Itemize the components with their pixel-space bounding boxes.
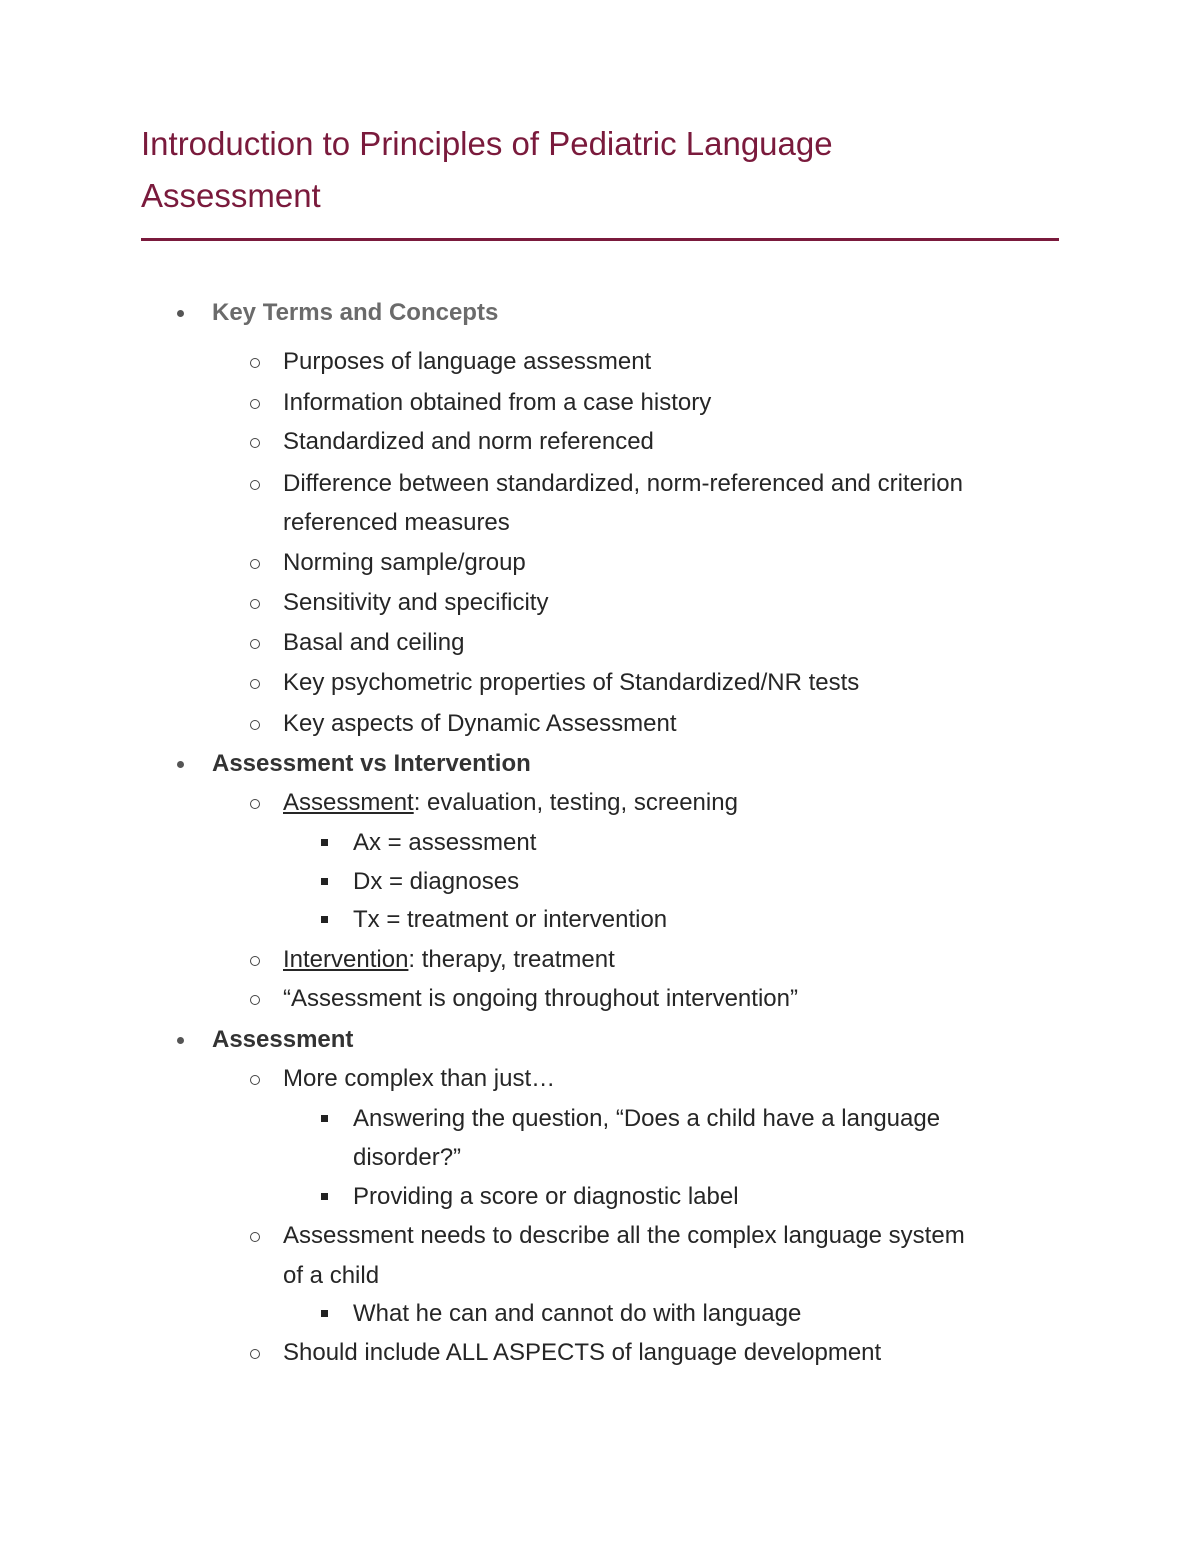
title-line-1: Introduction to Principles of Pediatric Language: [141, 125, 833, 162]
term-assessment-definition: : evaluation, testing, screening: [413, 789, 738, 816]
bullet-icon: [177, 310, 184, 317]
circle-bullet-icon: [250, 599, 260, 609]
circle-bullet-icon: [250, 559, 260, 569]
square-bullet-icon: [321, 1193, 328, 1200]
circle-bullet-icon: [250, 480, 260, 490]
term-assessment: Assessment: [283, 789, 414, 816]
term-intervention-definition: : therapy, treatment: [408, 946, 615, 973]
circle-bullet-icon: [250, 679, 260, 689]
circle-bullet-icon: [250, 1349, 260, 1359]
circle-bullet-icon: [250, 358, 260, 368]
square-bullet-icon: [321, 1310, 328, 1317]
circle-bullet-icon: [250, 1075, 260, 1085]
circle-bullet-icon: [250, 799, 260, 809]
circle-bullet-icon: [250, 995, 260, 1005]
term-intervention: Intervention: [283, 946, 409, 973]
circle-bullet-icon: [250, 438, 260, 448]
square-bullet-icon: [321, 878, 328, 885]
outline: Key Terms and Concepts Purposes of language assessment Information obtained from a case history Standardized and norm referenced Difference between standardized, norm-referenced and criterion referenced measures Norming sample/group Sensitivity and specificity Basal and ceiling Key psychometric properties of Standardized/NR tests Key aspects of Dynamic Assessment Assessment vs Intervention Assessment: evaluation, testing, screening Ax = assessment Dx = diagnoses Tx = treatment or intervention Intervention: therapy, treatment “Assessment is ongoing throughout intervention” Assessment More complex than just… Answering the question, “Does a child have a language disorder?” Providing a score or diagnostic label Assessment needs to describe all the complex language system of a child What he can and cannot do with language Should include ALL ASPECTS of language development: [0, 0, 1200, 1553]
circle-bullet-icon: [250, 399, 260, 409]
title-line-2: Assessment: [141, 177, 321, 214]
circle-bullet-icon: [250, 956, 260, 966]
circle-bullet-icon: [250, 639, 260, 649]
bullet-icon: [177, 761, 184, 768]
circle-bullet-icon: [250, 1232, 260, 1242]
bullet-icon: [177, 1037, 184, 1044]
square-bullet-icon: [321, 1115, 328, 1122]
square-bullet-icon: [321, 916, 328, 923]
circle-bullet-icon: [250, 720, 260, 730]
square-bullet-icon: [321, 839, 328, 846]
